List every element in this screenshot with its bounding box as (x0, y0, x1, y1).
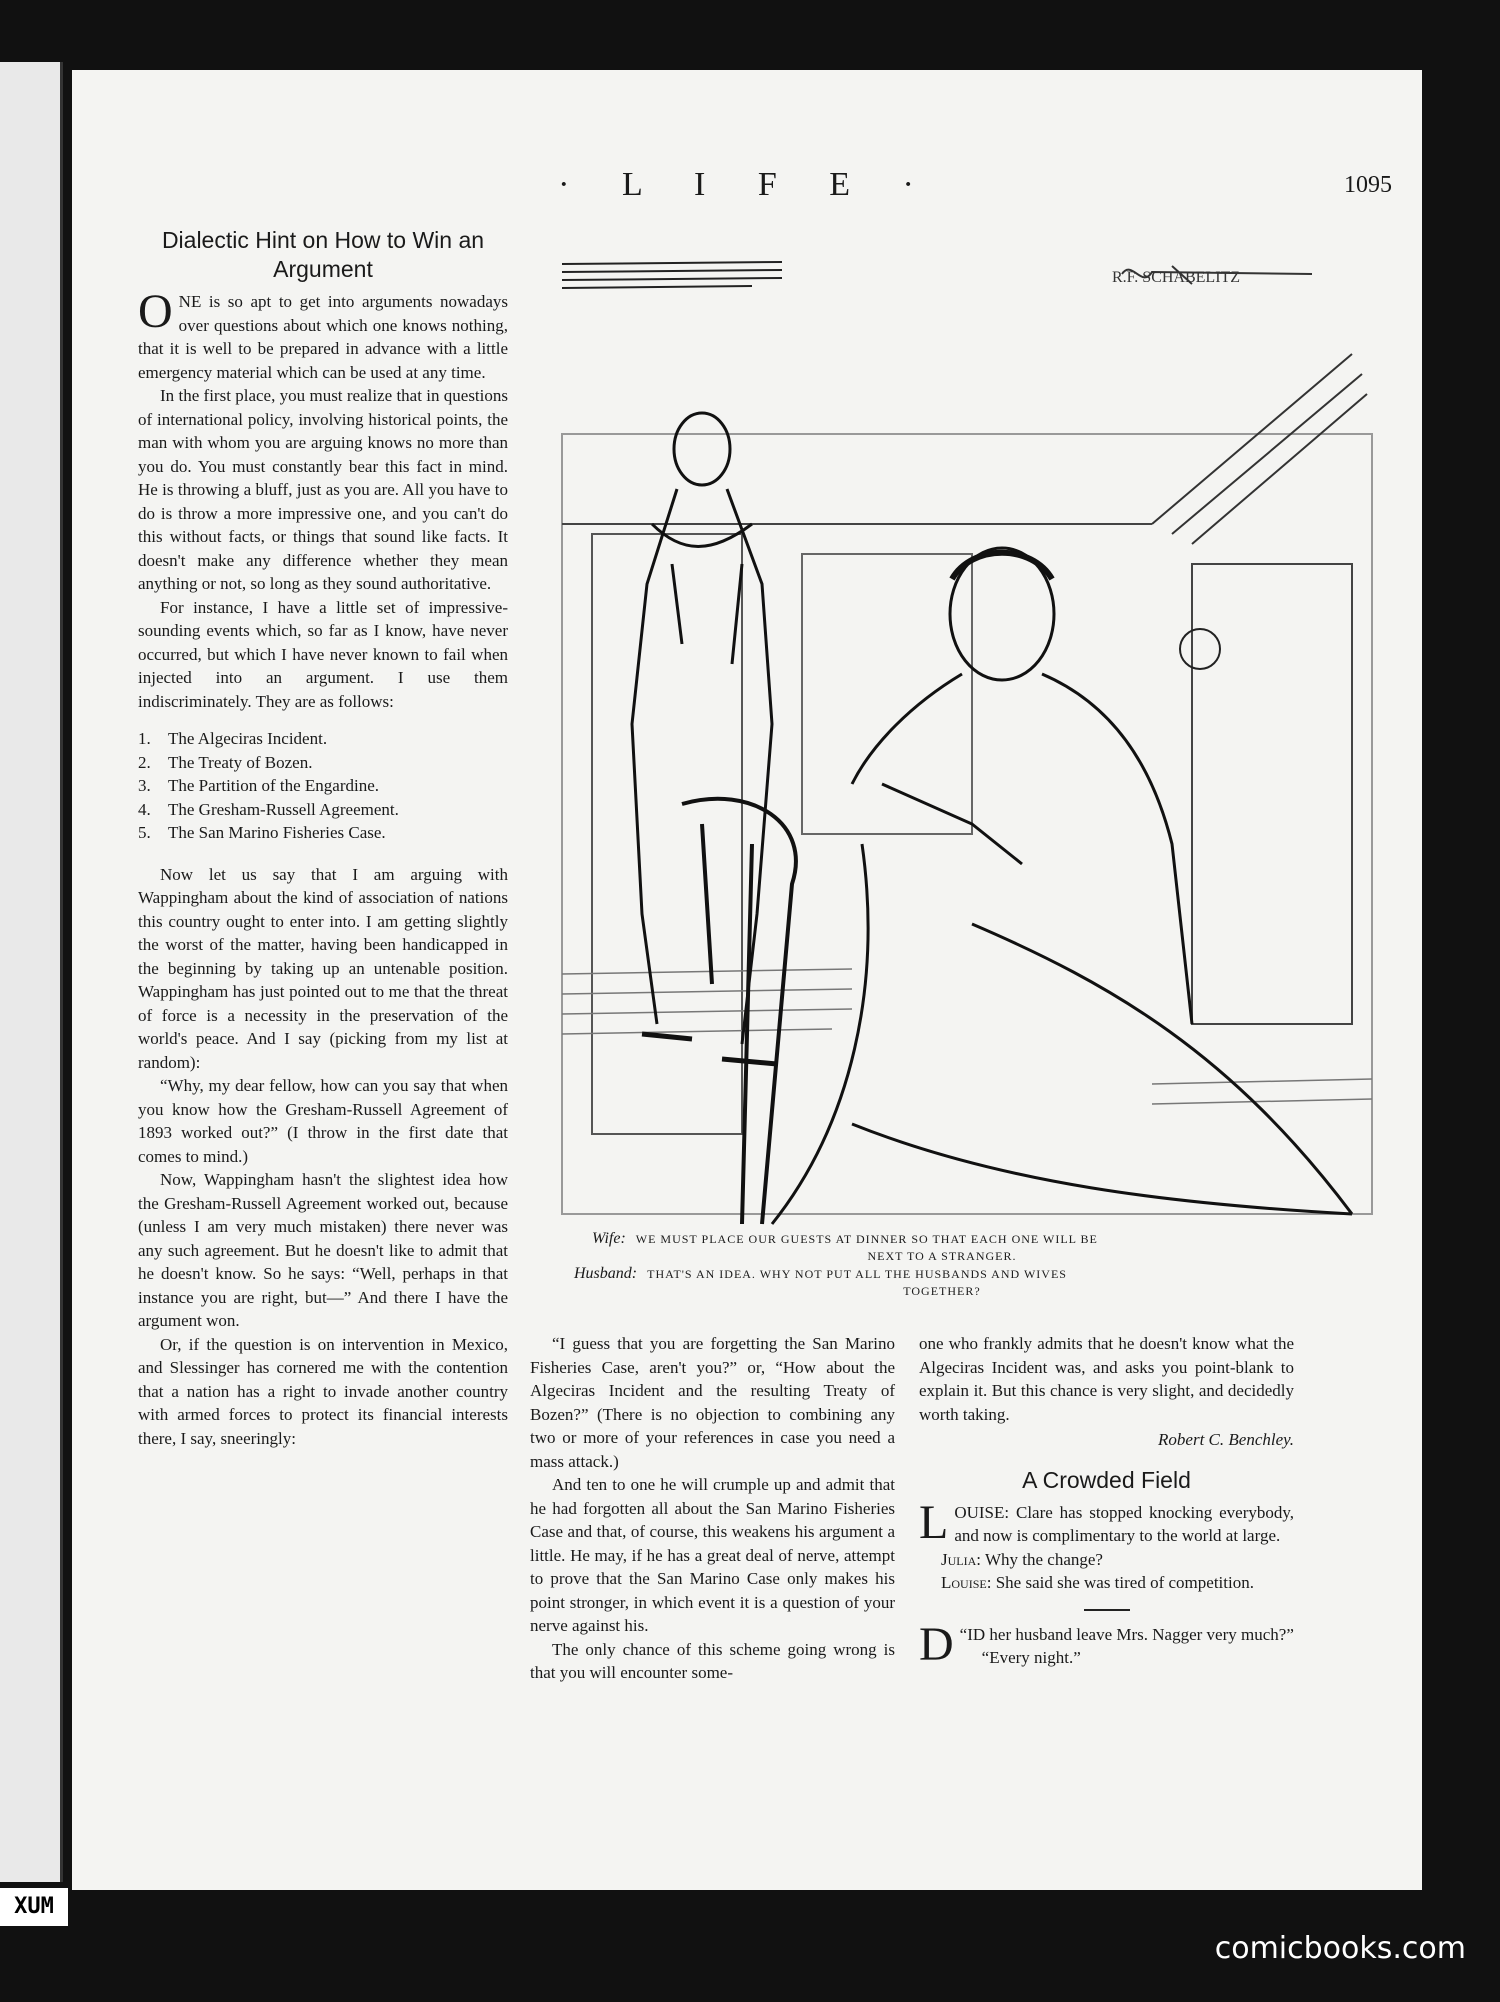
article-paragraph: “Why, my dear fellow, how can you say that when you know how the Gresham-Russell Agreement of 1893 worked out?” (I throw in the first date that comes to mind.) (138, 1076, 508, 1166)
corner-tag: XUM (0, 1888, 68, 1926)
page-number: 1095 (1344, 172, 1392, 198)
article-paragraph: “I guess that you are forgetting the San Marino Fisheries Case, aren't you?” or, “How about the Algeciras Incident and the resulting Treaty of Bozen?” (There is no objection to combining any two or more of your references in case you need a mass attack.) (530, 1334, 895, 1471)
dialogue-line: Louise: She said she was tired of competition. (941, 1573, 1254, 1592)
dialogue-line: LOUISE: Clare has stopped knocking everybody, and now is complimentary to the world at large. (919, 1495, 1294, 1549)
list-item: 5. The San Marino Fisheries Case. (138, 823, 386, 842)
byline: Robert C. Benchley. (1158, 1430, 1294, 1449)
article-paragraph: ONE is so apt to get into arguments nowadays over questions about which one knows nothing, that it is well to be prepared in advance with a little emergency material which can be used at any time. (138, 285, 508, 382)
list-item: 4. The Gresham-Russell Agreement. (138, 799, 399, 819)
adjacent-page-edge (0, 62, 63, 1882)
seated-woman-figure (772, 548, 1352, 1224)
masthead: · L I F E · (558, 166, 936, 203)
standing-man-figure (632, 413, 777, 1064)
watermark: comicbooks.com (1214, 1931, 1466, 1966)
article-title-2: A Crowded Field (1022, 1466, 1191, 1493)
events-list (138, 727, 508, 845)
illustration (552, 224, 1382, 1284)
article-paragraph: Now let us say that I am arguing with Wappingham about the kind of association of nations this country ought to enter into. I am getting slightly the worst of the matter, having been handicapped in the beginning by taking up an untenable position. Wappingham has just pointed out to me that the threat of force is a necessity in the preservation of the world's peace. And I say (picking from my list at random): (138, 864, 508, 1072)
dialogue-line: Julia: Why the change? (941, 1549, 1103, 1569)
article-paragraph: one who frankly admits that he doesn't know what the Algeciras Incident was, and asks you point-blank to explain it. But this chance is very slight, and decidedly worth taking. (919, 1334, 1294, 1424)
list-item: 2. The Treaty of Bozen. (138, 752, 313, 772)
article-paragraph: Or, if the question is on intervention in Mexico, and Slessinger has cornered me with the contention that a nation has a right to invade another country with armed forces to protect its financial interests there, I say, sneeringly: (138, 1334, 508, 1448)
caption-wife-cont: NEXT TO A STRANGER. (867, 1249, 1017, 1263)
article-paragraph: Now, Wappingham hasn't the slightest idea how the Gresham-Russell Agreement worked out, because (unless I am very much mistaken) there never was any such agreement. But he doesn't like to admit that he doesn't know. So he says: “Well, perhaps in that instance you are right, but—” And there I have the argument won. (138, 1170, 508, 1330)
signature-text: R.F. SCHABELITZ (1112, 269, 1241, 286)
wall-clock (1180, 629, 1220, 669)
column-3 (919, 1332, 1294, 1670)
caption-wife: Wife: WE MUST PLACE OUR GUESTS AT DINNER SO THAT EACH ONE WILL BE (592, 1230, 1098, 1247)
caption-husband: Husband: THAT'S AN IDEA. WHY NOT PUT ALL THE HUSBANDS AND WIVES (574, 1265, 1067, 1282)
joke-punchline: “Every night.” (981, 1648, 1081, 1667)
drop-cap: D (919, 1617, 954, 1671)
list-item: 1. The Algeciras Incident. (138, 729, 328, 748)
magazine-page (72, 70, 1422, 1890)
illustration-caption (542, 1230, 1342, 1300)
article-paragraph: For instance, I have a little set of impressive-sounding events which, so far as I know, have never occurred, but which I have never known to fail when injected into an argument. I use them indiscriminately. They are as follows: (138, 597, 508, 711)
article-title: Dialectic Hint on How to Win an Argument (161, 227, 485, 282)
column-2 (530, 1332, 895, 1685)
caption-husband-cont: TOGETHER? (903, 1284, 981, 1298)
article-paragraph: And ten to one he will crumple up and admit that he had forgotten all about the San Marino Fisheries Case and that, of course, this weakens his argument a little. He may, if he has a great deal of nerve, attempt to prove that the San Marino Case only makes his point stronger, in which event it is a question of your nerve against his. (530, 1475, 895, 1635)
section-divider (1084, 1609, 1130, 1611)
top-hatching (562, 262, 782, 288)
drop-cap: L (919, 1495, 949, 1549)
joke-paragraph: “ D ID her husband leave Mrs. Nagger very much?” (919, 1617, 1294, 1671)
list-item: 3. The Partition of the Engardine. (138, 776, 380, 795)
drop-cap: O (138, 285, 173, 338)
article-paragraph: The only chance of this scheme going wrong is that you will encounter some- (530, 1639, 895, 1682)
article-paragraph: In the first place, you must realize that in questions of international policy, involving historical points, the man with whom you are arguing knows no more than you do. You must constantly bear this fact in mind. He is throwing a bluff, just as you are. All you have to do is throw a more impressive one, and you can't do this without facts, or things that sound like facts. It doesn't make any difference whether they mean anything or not, so long as they sound authoritative. (138, 386, 508, 593)
column-1 (138, 226, 508, 1450)
